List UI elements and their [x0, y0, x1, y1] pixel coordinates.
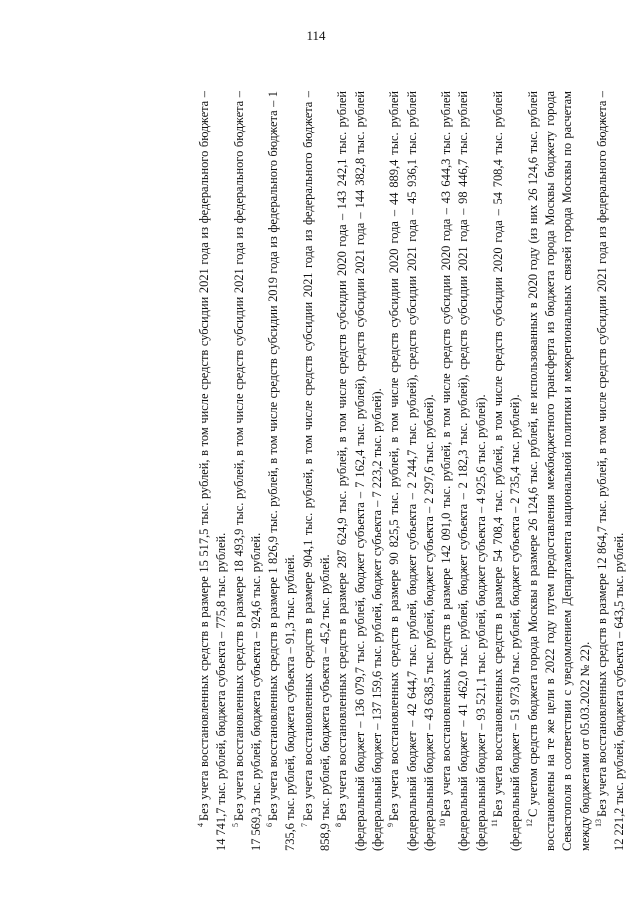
footnote-marker: 9: [386, 823, 396, 827]
footnote-text: Без учета восстановленных средств в размере 904,1 тыс. рублей, в том числе средств субсидии 2021 года из федерального бюджета – 858,9 тыс. рублей, бюджета субъекта – 45,2 тыс. рублей.: [300, 91, 333, 851]
footnote-10: [438, 91, 490, 851]
footnote-text: Без учета восстановленных средств в размере 287 624,9 тыс. рублей, в том числе средств субсидии 2020 года – 143 242,1 тыс. рублей (федеральный бюджет – 136 079,7 тыс. рублей, бюджет субъекта – 7 162,4 тыс. рублей), средств субсидии 2021 года – 144 382,8 тыс. рублей (федеральный бюджет – 137 159,6 тыс. рублей, бюджет субъекта – 7 223,2 тыс. рублей).: [335, 91, 384, 851]
footnote-5: [231, 91, 266, 851]
footnote-marker: 7: [299, 823, 309, 827]
footnote-text: Без учета восстановленных средств в размере 12 864,7 тыс. рублей, в том числе средств субсидии 2021 года из федерального бюджета – 12 221,2 тыс. рублей, бюджета субъекта – 643,5 тыс. рублей.: [594, 91, 627, 851]
footnote-9: [386, 91, 438, 851]
footnotes-block: [196, 91, 632, 851]
footnote-marker: 10: [438, 819, 448, 827]
page-number: 114: [306, 28, 326, 43]
footnote-marker: 6: [265, 823, 275, 827]
footnote-marker: 8: [334, 823, 344, 827]
footnote-12: [525, 91, 594, 851]
footnote-marker: 12: [524, 819, 534, 827]
footnote-marker: 11: [490, 819, 500, 827]
footnote-6: [265, 91, 300, 851]
footnote-marker: 13: [593, 819, 603, 827]
footnote-marker: 4: [196, 823, 205, 827]
footnote-text: Без учета восстановленных средств в размере 90 825,5 тыс. рублей, в том числе средств субсидии 2020 года – 44 889,4 тыс. рублей (федеральный бюджет – 42 644,7 тыс. рублей, бюджет субъекта – 2 244,7 тыс. рублей), средств субсидии 2021 года – 45 936,1 тыс. рублей (федеральный бюджет – 43 638,5 тыс. рублей, бюджет субъекта – 2 297,6 тыс. рублей).: [387, 91, 436, 851]
footnote-11: [490, 91, 525, 851]
footnote-7: [300, 91, 335, 851]
footnote-text: С учетом средств бюджета города Москвы в размере 26 124,6 тыс. рублей, не использованных в 2020 году (из них 26 124,6 тыс. рублей восстановлены на те же цели в 2022 году путем предоставления межбюджетного трансферта из бюджета города Москвы бюджету города Севастополя в соответствии с уведомлением Департамента национальной политики и межрегиональных связей города Москвы по расчетам между бюджетами от 05.03.2022 № 22).: [525, 91, 592, 851]
footnote-text: Без учета восстановленных средств в размере 18 493,9 тыс. рублей, в том числе средств субсидии 2021 года из федерального бюджета – 17 569,3 тыс. рублей, бюджета субъекта – 924,6 тыс. рублей.: [231, 91, 263, 851]
footnote-13: [594, 91, 629, 851]
footnote-text: Без учета восстановленных средств в размере 54 708,4 тыс. рублей, в том числе средств субсидии 2020 года – 54 708,4 тыс. рублей (федеральный бюджет – 51 973,0 тыс. рублей, бюджет субъекта – 2 735,4 тыс. рублей).: [491, 91, 523, 851]
footnote-text: Без учета восстановленных средств в размере 142 091,0 тыс. рублей, в том числе средств субсидии 2020 года – 43 644,3 тыс. рублей (федеральный бюджет – 41 462,0 тыс. рублей, бюджет субъекта – 2 182,3 тыс. рублей), средств субсидии 2021 года – 98 446,7 тыс. рублей (федеральный бюджет – 93 521,1 тыс. рублей, бюджет субъекта – 4 925,6 тыс. рублей).: [439, 91, 488, 851]
footnote-4: [196, 91, 231, 851]
footnote-8: [334, 91, 386, 851]
footnote-text: Без учета восстановленных средств в размере 15 517,5 тыс. рублей, в том числе средств субсидии 2021 года из федерального бюджета – 14 741,7 тыс. рублей, бюджета субъекта – 775,8 тыс. рублей.: [197, 91, 229, 851]
footnote-marker: 5: [230, 823, 240, 827]
footnote-text: Без учета восстановленных средств в размере 1 826,9 тыс. рублей, в том числе средств субсидии 2019 года из федерального бюджета – 1 735,6 тыс. рублей, бюджета субъекта – 91,3 тыс. рублей.: [266, 91, 298, 851]
